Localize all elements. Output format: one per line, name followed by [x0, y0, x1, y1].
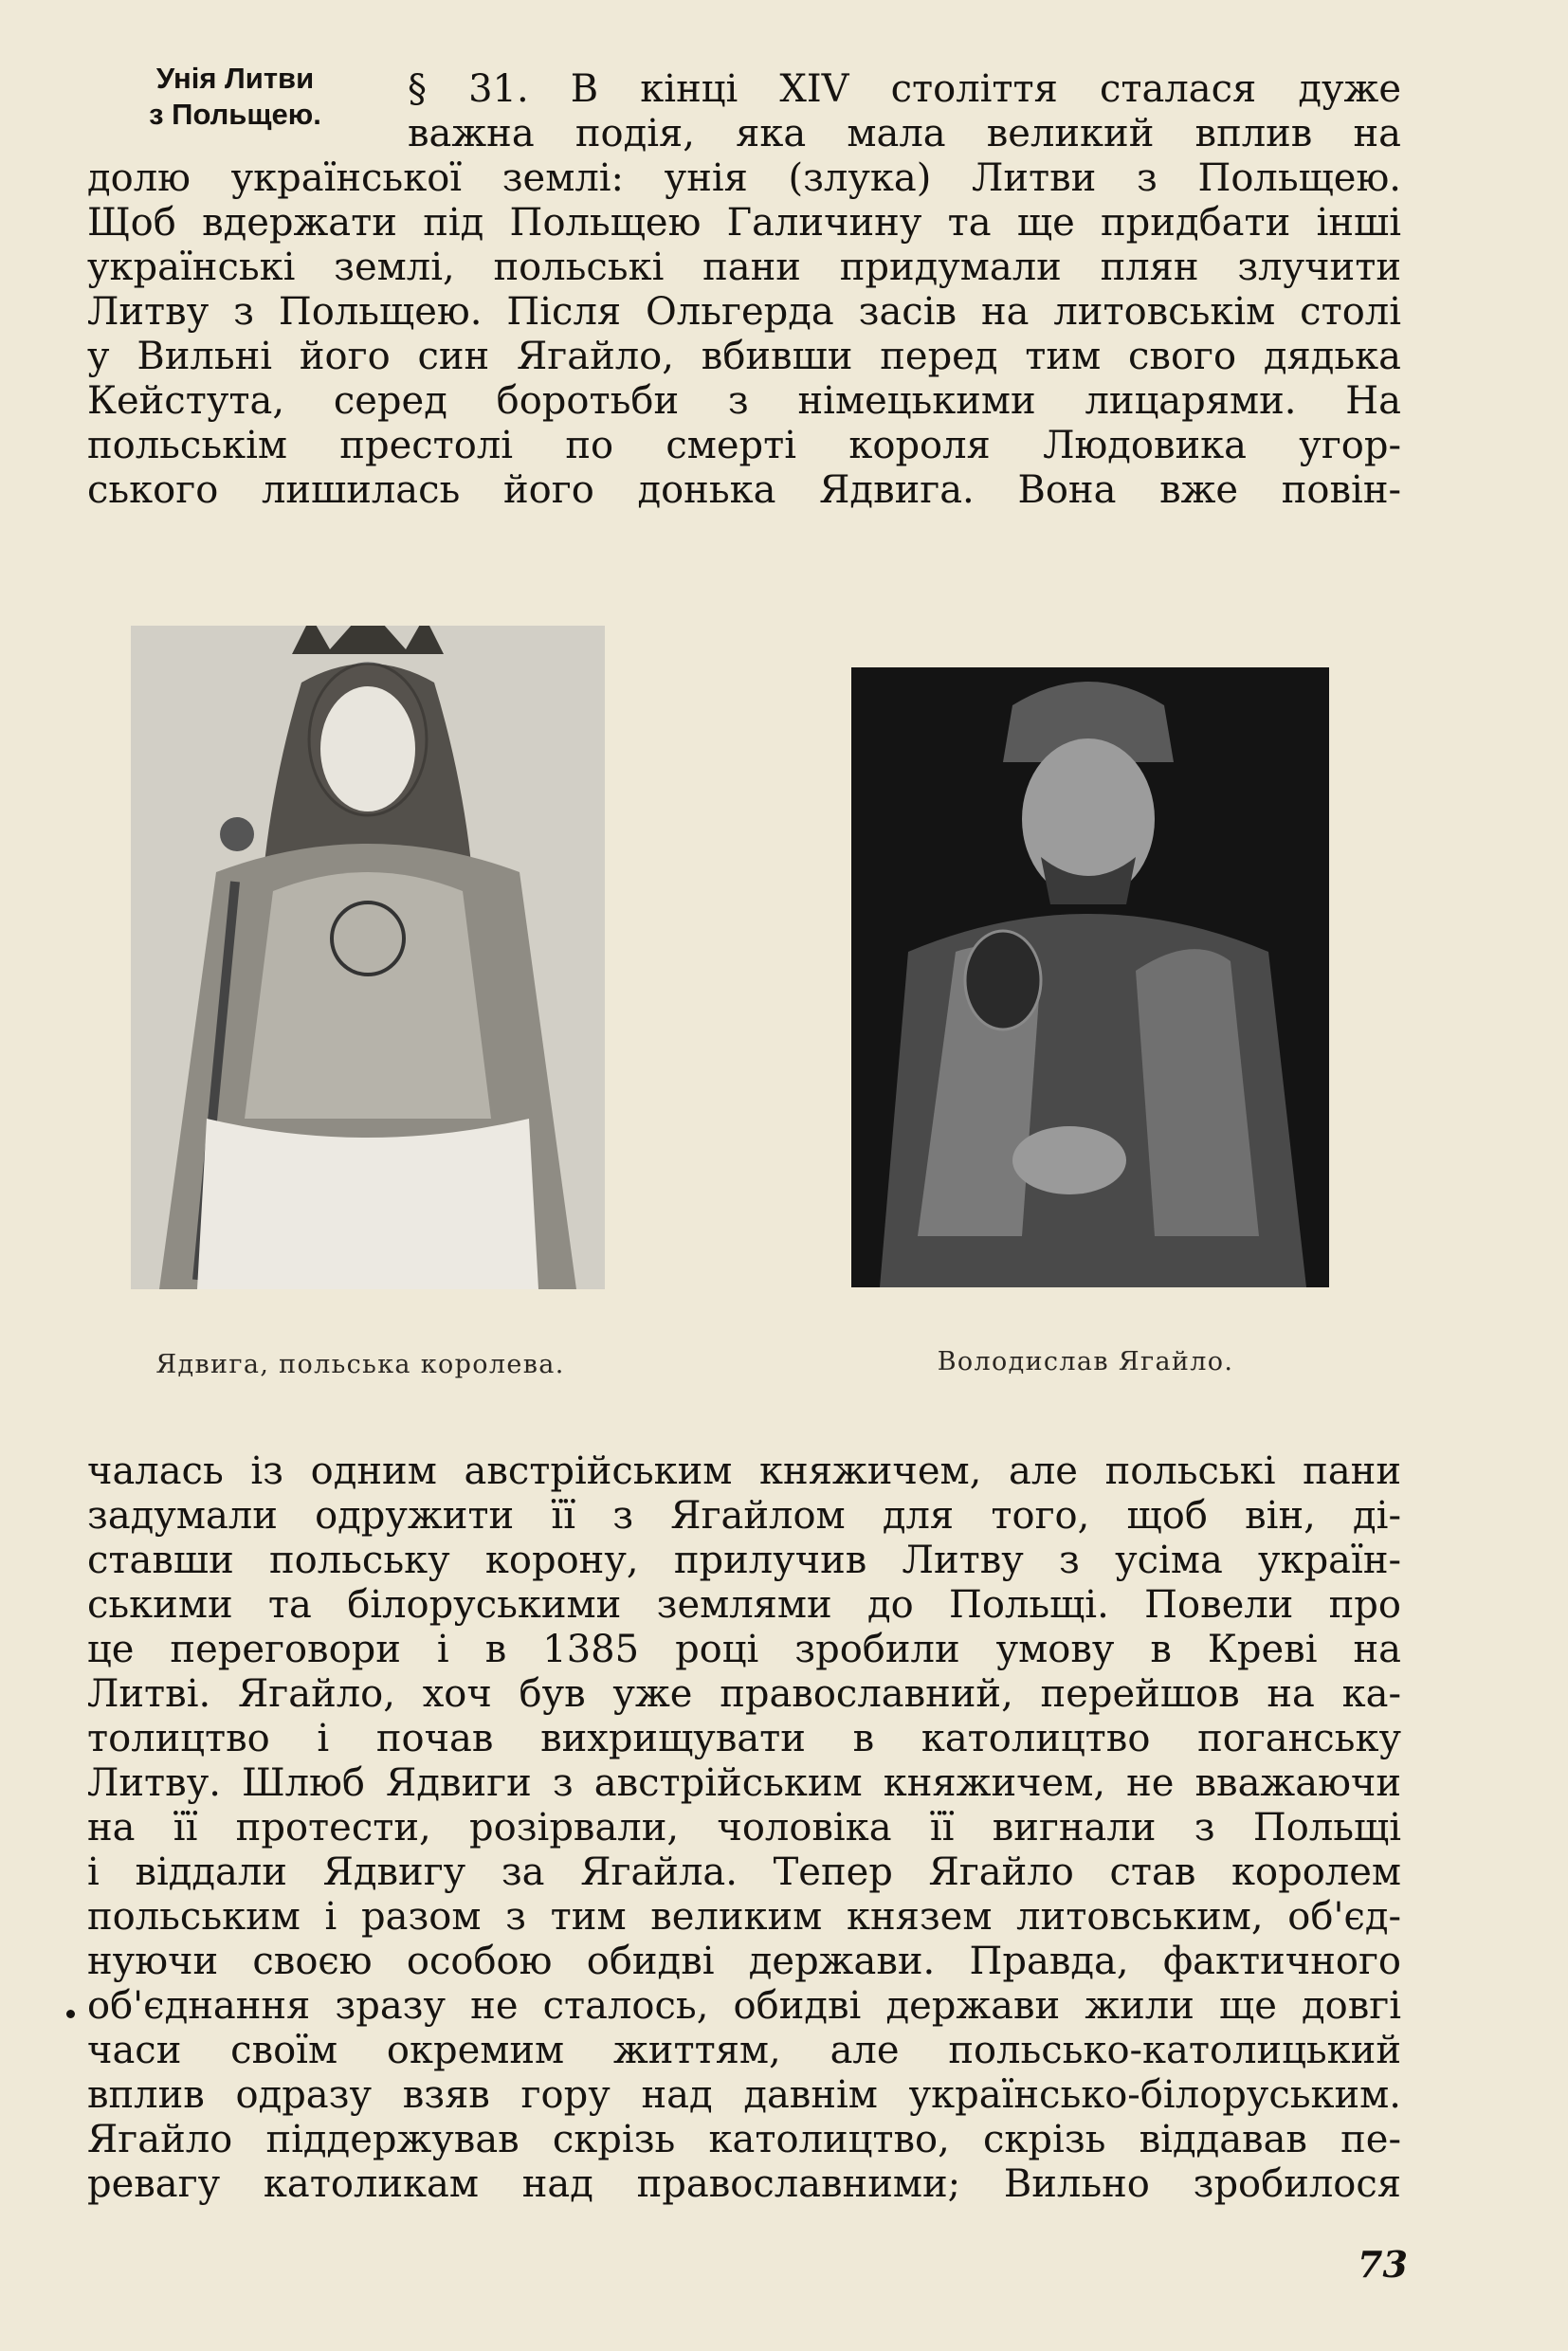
text-line: чалась із одним австрійським княжичем, але польські пани — [87, 1449, 1401, 1493]
text-line: Литві. Ягайло, хоч був уже православний, перейшов на ка- — [87, 1672, 1401, 1716]
text-line: Литву. Шлюб Ядвиги з австрійським княжичем, не вважаючи — [87, 1761, 1401, 1805]
text-line: у Вильні його син Ягайло, вбивши перед тим свого дядька — [87, 335, 1401, 378]
text-line: польськім престолі по смерті короля Людовика угор- — [87, 424, 1401, 467]
text-line: Щоб вдержати під Польщею Галичину та ще придбати інші — [87, 201, 1401, 245]
figure-caption-right: Володислав Ягайло. — [937, 1347, 1234, 1376]
text-line: на її протести, розірвали, чоловіка її вигнали з Польщі — [87, 1806, 1401, 1850]
text-line: Кейстута, серед боротьби з німецькими лицарями. На — [87, 379, 1401, 423]
page-number: 73 — [1358, 2243, 1408, 2286]
portrait-jadwiga — [131, 626, 605, 1289]
text-line: об'єднання зразу не сталось, обидві держави жили ще довгі — [87, 1984, 1401, 2028]
text-line: і віддали Ядвигу за Ягайла. Тепер Ягайло став королем — [87, 1850, 1401, 1894]
text-line: українські землі, польські пани придумали плян злучити — [87, 246, 1401, 289]
text-line: ського лишилась його донька Ядвига. Вона вже повін- — [87, 468, 1401, 512]
text-line: нуючи своєю особою обидві держави. Правда, фактичного — [87, 1940, 1401, 1983]
text-line: ськими та білоруськими землями до Польщі. Повели про — [87, 1583, 1401, 1627]
text-line: ставши польську корону, прилучив Литву з усіма україн- — [87, 1539, 1401, 1582]
text-line: польським і разом з тим великим князем литовським, об'єд- — [87, 1895, 1401, 1939]
portrait-jagiello-illustration — [851, 667, 1329, 1287]
text-line: Литву з Польщею. Після Ольгерда засів на литовськім столі — [87, 290, 1401, 334]
text-line: долю української землі: унія (злука) Литви з Польщею. — [87, 156, 1401, 200]
portrait-jagiello — [851, 667, 1329, 1287]
margin-heading-line: Унія Литви — [155, 62, 315, 95]
text-line: вплив одразу взяв гору над давнім українсько-білоруським. — [87, 2073, 1401, 2117]
text-line: це переговори і в 1385 році зробили умову в Креві на — [87, 1628, 1401, 1671]
portrait-jadwiga-illustration — [131, 626, 605, 1289]
figure-caption-left: Ядвига, польська королева. — [155, 1350, 565, 1379]
text-line: ревагу католикам над православними; Вильно зробилося — [87, 2162, 1401, 2206]
text-line: задумали одружити її з Ягайлом для того, щоб він, ді- — [87, 1494, 1401, 1538]
print-speck — [66, 2010, 75, 2018]
text-line: часи своїм окремим життям, але польсько-католицький — [87, 2029, 1401, 2072]
text-line: важна подія, яка мала великий вплив на — [408, 112, 1401, 155]
text-line: § 31. В кінці XIV століття сталася дуже — [408, 67, 1401, 111]
text-line: толицтво і почав вихрищувати в католицтво поганську — [87, 1717, 1401, 1760]
margin-heading-line: з Польщею. — [149, 98, 321, 131]
margin-heading — [121, 61, 349, 133]
text-line: Ягайло піддержував скрізь католицтво, скрізь віддавав пе- — [87, 2118, 1401, 2161]
